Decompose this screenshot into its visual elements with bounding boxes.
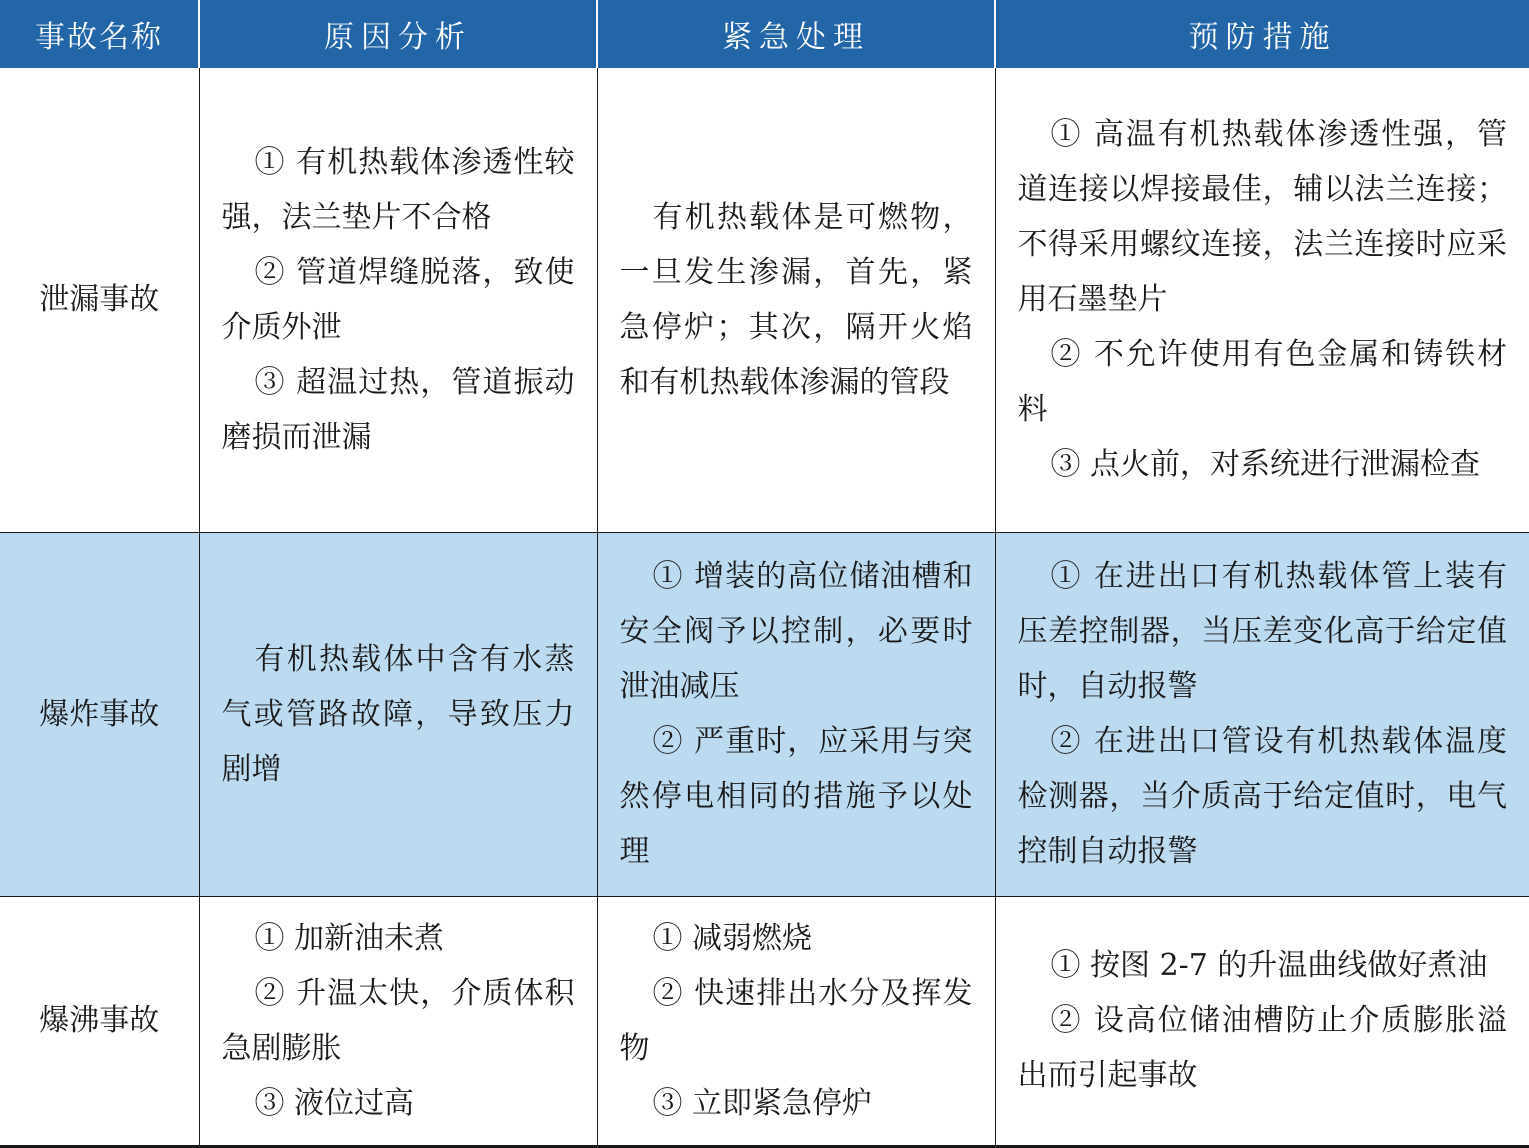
cause-item: ② 管道焊缝脱落，致使介质外泄 (221, 254, 575, 345)
prevention-cell (995, 68, 1529, 532)
emergency-cell (597, 532, 995, 896)
cause-item: ③ 超温过热，管道振动磨损而泄漏 (221, 364, 575, 455)
prevention-item: ③ 点火前，对系统进行泄漏检查 (1050, 447, 1481, 483)
header-cause-analysis: 原因分析 (199, 0, 597, 68)
cause-cell (199, 532, 597, 896)
emergency-cell (597, 68, 995, 532)
emergency-item: ① 增装的高位储油槽和安全阀予以控制，必要时泄油减压 (619, 559, 973, 704)
emergency-cell (597, 896, 995, 1146)
prevention-item: ② 不允许使用有色金属和铸铁材料 (1017, 337, 1507, 428)
cause-cell (199, 68, 597, 532)
emergency-item: ② 严重时，应采用与突然停电相同的措施予以处理 (619, 724, 973, 869)
emergency-item: ② 快速排出水分及挥发物 (619, 975, 973, 1066)
prevention-item: ② 设高位储油槽防止介质膨胀溢出而引起事故 (1017, 1003, 1507, 1093)
header-row (0, 0, 1529, 68)
cause-item: 有机热载体中含有水蒸气或管路故障，导致压力剧增 (221, 641, 575, 787)
cause-item: ③ 液位过高 (254, 1085, 415, 1121)
cause-item: ② 升温太快，介质体积急剧膨胀 (221, 975, 575, 1066)
header-emergency-handling: 紧急处理 (597, 0, 995, 68)
prevention-item: ① 按图 2-7 的升温曲线做好煮油 (1050, 948, 1488, 983)
prevention-item: ② 在进出口管设有机热载体温度检测器，当介质高于给定值时，电气控制自动报警 (1017, 724, 1507, 869)
prevention-item: ① 在进出口有机热载体管上装有压差控制器，当压差变化高于给定值时，自动报警 (1017, 559, 1507, 704)
emergency-item: 有机热载体是可燃物，一旦发生渗漏，首先，紧急停炉；其次，隔开火焰和有机热载体渗漏的管段 (619, 199, 973, 400)
table-row-leak (0, 68, 1529, 532)
cause-item: ① 有机热载体渗透性较强，法兰垫片不合格 (221, 144, 575, 235)
cause-cell (199, 896, 597, 1146)
accident-name-cell: 爆炸事故 (0, 532, 199, 896)
table-row-explosion (0, 532, 1529, 896)
accident-name-cell: 泄漏事故 (0, 68, 199, 532)
table-row-boilover (0, 896, 1529, 1146)
emergency-item: ① 减弱燃烧 (652, 920, 813, 956)
cause-item: ① 加新油未煮 (254, 920, 445, 956)
prevention-cell (995, 896, 1529, 1146)
prevention-cell (995, 532, 1529, 896)
accident-name-cell: 爆沸事故 (0, 896, 199, 1146)
header-prevention-measures: 预防措施 (1188, 20, 1337, 55)
emergency-item: ③ 立即紧急停炉 (652, 1085, 873, 1121)
header-accident-name: 事故名称 (0, 0, 199, 68)
prevention-item: ① 高温有机热载体渗透性强，管道连接以焊接最佳，辅以法兰连接；不得采用螺纹连接，法兰连接时应采用石墨垫片 (1017, 117, 1507, 318)
